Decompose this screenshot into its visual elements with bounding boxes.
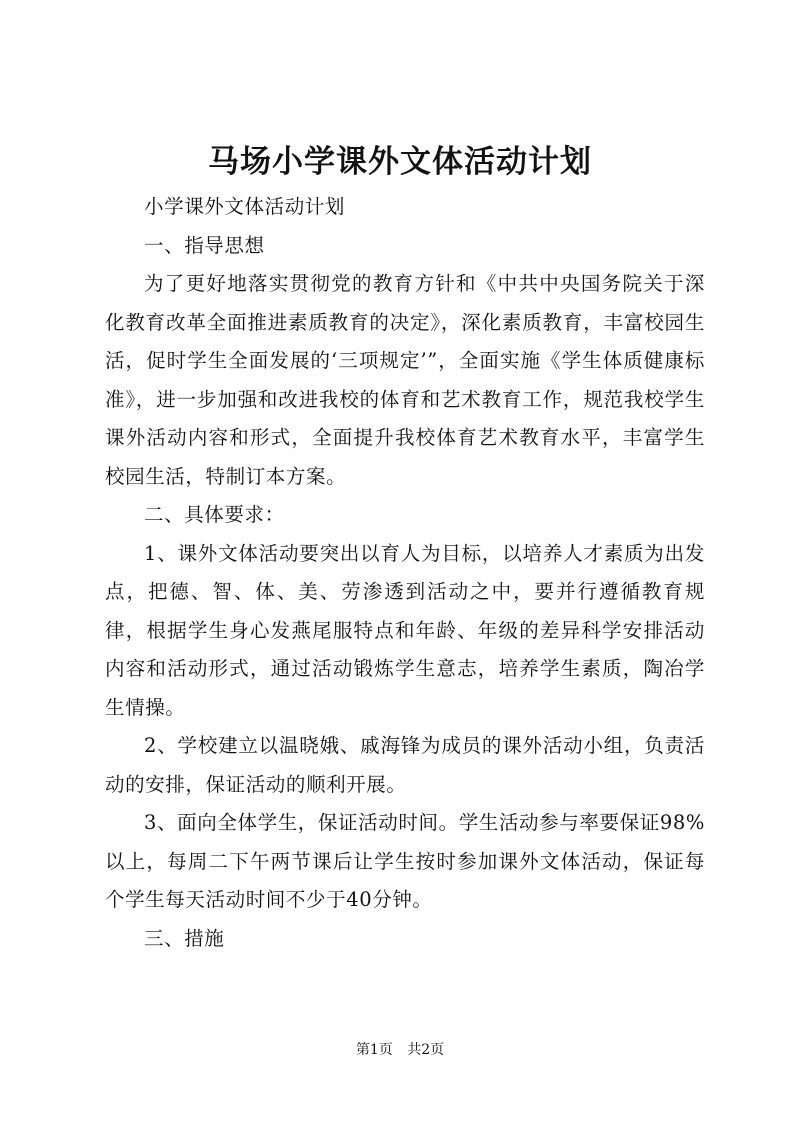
section-heading-requirements: 二、具体要求：: [144, 503, 285, 526]
page-footer: [0, 1040, 800, 1060]
document-body: [105, 188, 705, 958]
document-title: 马场小学课外文体活动计划: [208, 144, 592, 180]
section-heading-measures: 三、措施: [144, 926, 225, 950]
page-total: 共2页: [407, 1042, 445, 1058]
section-heading-guiding-thought: 一、指导思想: [144, 233, 265, 257]
subtitle-paragraph: 小学课外文体活动计划: [144, 195, 346, 218]
body-paragraph: 2、学校建立以温晓娥、戚海锋为成员的课外活动小组，负责活动的安排，保证活动的顺利开展。: [105, 734, 705, 796]
body-paragraph: 3、面向全体学生，保证活动时间。学生活动参与率要保证98%以上，每周二下午两节课后让学生按时参加课外文体活动，保证每个学生每天活动时间不少于40分钟。: [105, 811, 705, 911]
body-paragraph: 1、课外文体活动要突出以育人为目标，以培养人才素质为出发点，把德、智、体、美、劳渗透到活动之中，要并行遵循教育规律，根据学生身心发燕尾服特点和年龄、年级的差异科学安排活动内容和活动形式，通过活动锻炼学生意志，培养学生素质，陶冶学生情操。: [105, 541, 705, 719]
body-paragraph: 为了更好地落实贯彻党的教育方针和《中共中央国务院关于深化教育改革全面推进素质教育的决定》，深化素质教育，丰富校园生活，促时学生全面发展的‘三项规定’”，全面实施《学生体质健康标准》，进一步加强和改进我校的体育和艺术教育工作，规范我校学生课外活动内容和形式，全面提升我校体育艺术教育水平，丰富学生校园生活，特制订本方案。: [105, 272, 705, 488]
page-number: 第1页: [355, 1042, 393, 1058]
